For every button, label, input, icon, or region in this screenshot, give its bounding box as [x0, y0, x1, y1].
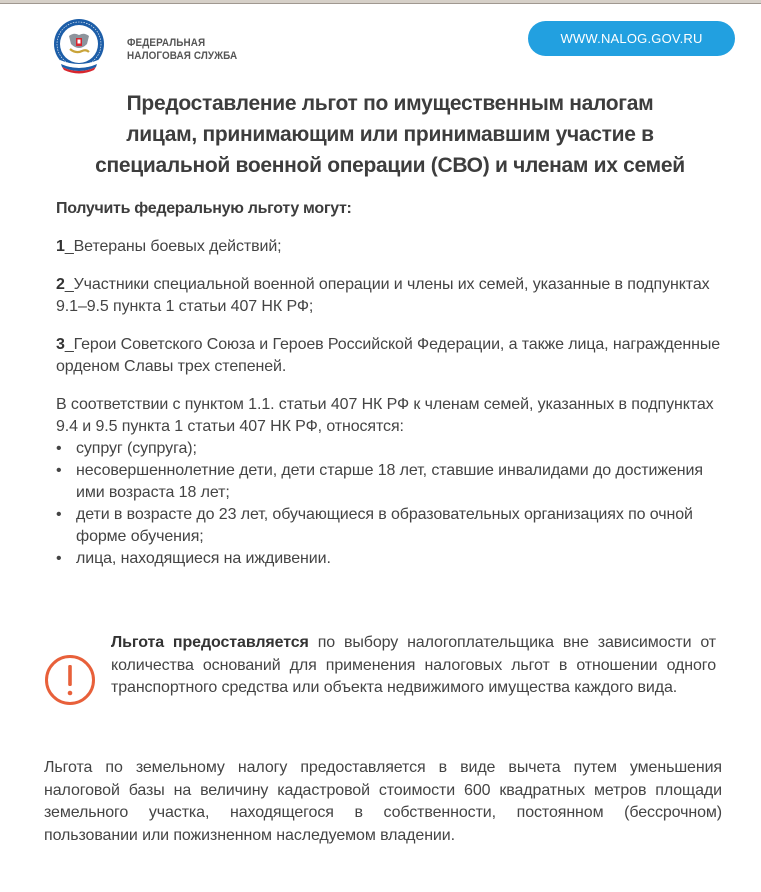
item-text: _Герои Советского Союза и Героев Российской Федерации, а также лица, награжденные орденом Славы трех степеней. — [56, 336, 721, 375]
item-text: _Участники специальной военной операции и члены их семей, указанные в подпунктах 9.1–9.5 пункта 1 статьи 407 НК РФ; — [56, 276, 710, 315]
item-text: _Ветераны боевых действий; — [64, 238, 282, 255]
exclamation-circle-icon — [44, 654, 96, 706]
item-number: 2 — [56, 276, 65, 293]
notice-block — [44, 632, 716, 728]
fns-emblem-icon — [52, 18, 106, 74]
notice-body-text: по выбору налогоплательщика вне зависимости от количества оснований для применения налоговых льгот в отношении одного транспортного средства или объекта недвижимого имущества каждого вида. — [111, 634, 716, 696]
item-number: 1 — [56, 238, 65, 255]
family-intro: В соответствии с пунктом 1.1. статьи 407 НК РФ к членам семей, указанных в подпунктах 9.4 и 9.5 пункта 1 статьи 407 НК РФ, относятся: — [56, 396, 714, 435]
bullet-icon: • — [56, 462, 62, 479]
list-item-text: супруг (супруга); — [76, 440, 197, 457]
site-link-button[interactable]: WWW.NALOG.GOV.RU — [528, 21, 735, 56]
eligibility-section — [56, 198, 726, 570]
title-line2: лицам, принимающим или принимавшим участие в — [126, 123, 654, 146]
bullet-icon: • — [56, 550, 62, 567]
list-item-text: несовершеннолетние дети, дети старше 18 лет, ставшие инвалидами до достижения ими возраста 18 лет; — [76, 462, 703, 501]
family-members-list — [56, 438, 726, 570]
list-item-text: дети в возрасте до 23 лет, обучающиеся в образовательных организациях по очной форме обучения; — [76, 506, 693, 545]
page-title — [40, 88, 740, 181]
list-item — [56, 460, 726, 504]
title-line3: специальной военной операции (СВО) и членам их семей — [95, 154, 685, 177]
eligibility-heading: Получить федеральную льготу могут: — [56, 200, 352, 217]
eligibility-item — [56, 334, 726, 378]
org-name-line1: ФЕДЕРАЛЬНАЯ — [127, 37, 206, 49]
page-header — [0, 0, 761, 80]
notice-text — [111, 632, 716, 700]
list-item-text: лица, находящиеся на иждивении. — [76, 550, 331, 567]
org-name — [127, 37, 237, 63]
org-name-line2: НАЛОГОВАЯ СЛУЖБА — [127, 50, 238, 62]
eligibility-item — [56, 274, 726, 318]
item-number: 3 — [56, 336, 65, 353]
list-item — [56, 504, 726, 548]
list-item — [56, 438, 726, 460]
notice-bold-text: Льгота предоставляется — [111, 634, 309, 651]
title-line1: Предоставление льгот по имущественным налогам — [126, 92, 654, 115]
land-tax-paragraph: Льгота по земельному налогу предоставляется в виде вычета путем уменьшения налоговой базы на величину кадастровой стоимости 600 квадратных метров площади земельного участка, находящегося в собственности, постоянном (бессрочном) пользовании или пожизненном наследуемом владении. — [44, 759, 722, 844]
eligibility-item — [56, 236, 726, 258]
bullet-icon: • — [56, 506, 62, 523]
list-item — [56, 548, 726, 570]
bullet-icon: • — [56, 440, 62, 457]
